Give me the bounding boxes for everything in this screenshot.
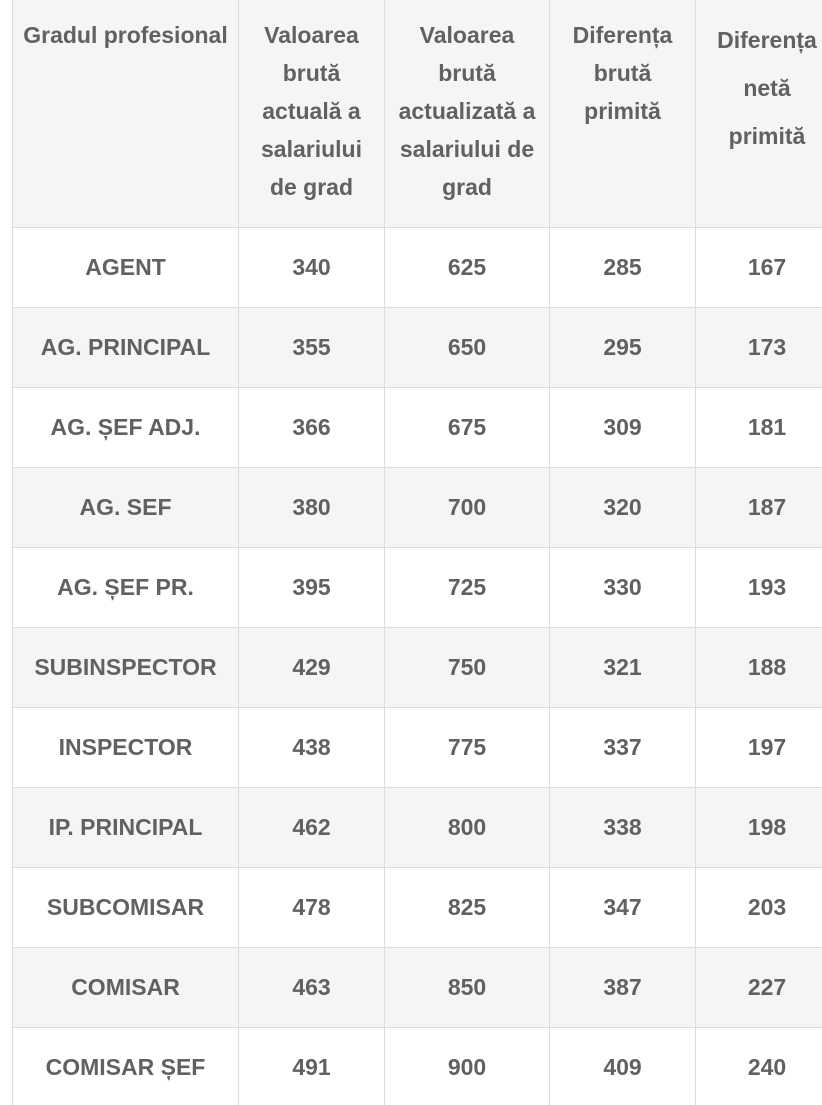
column-header-diferenta-neta: [696, 0, 822, 228]
cell-valoare-actuala: 355: [239, 308, 385, 388]
cell-diferenta-bruta: 321: [550, 628, 696, 708]
cell-diferenta-neta: 198: [696, 788, 822, 868]
cell-valoare-actualizata: 675: [385, 388, 550, 468]
column-header-grad: [13, 0, 239, 228]
column-header-diferenta-bruta: [550, 0, 696, 228]
column-header-label: Valoarea brută actuală a salariului de grad: [261, 22, 362, 200]
column-header-label: Diferența brută primită: [572, 22, 673, 124]
cell-diferenta-bruta: 338: [550, 788, 696, 868]
cell-valoare-actualizata: 625: [385, 228, 550, 308]
cell-valoare-actuala: 366: [239, 388, 385, 468]
cell-valoare-actualizata: 800: [385, 788, 550, 868]
cell-grad: COMISAR ȘEF: [13, 1028, 239, 1105]
cell-valoare-actualizata: 650: [385, 308, 550, 388]
cell-grad: AG. PRINCIPAL: [13, 308, 239, 388]
cell-valoare-actuala: 463: [239, 948, 385, 1028]
table-row: [13, 1028, 822, 1105]
cell-valoare-actualizata: 725: [385, 548, 550, 628]
cell-diferenta-bruta: 309: [550, 388, 696, 468]
column-header-label: Valoarea brută actualizată a salariului de grad: [398, 22, 536, 200]
cell-diferenta-neta: 167: [696, 228, 822, 308]
table-header-row: [13, 0, 822, 228]
cell-valoare-actuala: 491: [239, 1028, 385, 1105]
table-row: [13, 308, 822, 388]
cell-diferenta-bruta: 295: [550, 308, 696, 388]
table-row: [13, 708, 822, 788]
cell-valoare-actuala: 429: [239, 628, 385, 708]
cell-diferenta-neta: 188: [696, 628, 822, 708]
cell-valoare-actuala: 380: [239, 468, 385, 548]
cell-diferenta-bruta: 409: [550, 1028, 696, 1105]
cell-valoare-actualizata: 825: [385, 868, 550, 948]
table-row: [13, 788, 822, 868]
table-row: [13, 548, 822, 628]
cell-diferenta-neta: 197: [696, 708, 822, 788]
cell-diferenta-bruta: 320: [550, 468, 696, 548]
cell-valoare-actualizata: 775: [385, 708, 550, 788]
cell-diferenta-neta: 240: [696, 1028, 822, 1105]
table-row: [13, 228, 822, 308]
cell-diferenta-bruta: 285: [550, 228, 696, 308]
column-header-label: Gradul profesional: [23, 22, 228, 48]
cell-valoare-actualizata: 750: [385, 628, 550, 708]
cell-diferenta-bruta: 330: [550, 548, 696, 628]
cell-valoare-actualizata: 900: [385, 1028, 550, 1105]
cell-valoare-actualizata: 700: [385, 468, 550, 548]
cell-diferenta-neta: 173: [696, 308, 822, 388]
column-header-valoare-actuala: [239, 0, 385, 228]
cell-diferenta-bruta: 337: [550, 708, 696, 788]
cell-grad: COMISAR: [13, 948, 239, 1028]
cell-grad: AG. SEF: [13, 468, 239, 548]
cell-grad: SUBINSPECTOR: [13, 628, 239, 708]
cell-diferenta-neta: 193: [696, 548, 822, 628]
table-row: [13, 468, 822, 548]
cell-diferenta-bruta: 347: [550, 868, 696, 948]
cell-valoare-actuala: 478: [239, 868, 385, 948]
table-row: [13, 388, 822, 468]
cell-grad: INSPECTOR: [13, 708, 239, 788]
cell-valoare-actuala: 438: [239, 708, 385, 788]
cell-diferenta-neta: 187: [696, 468, 822, 548]
cell-valoare-actuala: 340: [239, 228, 385, 308]
cell-diferenta-neta: 203: [696, 868, 822, 948]
column-header-label: Diferența netă primită: [717, 27, 817, 149]
cell-grad: AGENT: [13, 228, 239, 308]
cell-diferenta-neta: 181: [696, 388, 822, 468]
cell-grad: IP. PRINCIPAL: [13, 788, 239, 868]
cell-diferenta-bruta: 387: [550, 948, 696, 1028]
cell-valoare-actuala: 462: [239, 788, 385, 868]
cell-valoare-actualizata: 850: [385, 948, 550, 1028]
cell-grad: SUBCOMISAR: [13, 868, 239, 948]
table-row: [13, 628, 822, 708]
cell-grad: AG. ȘEF ADJ.: [13, 388, 239, 468]
salary-table: [12, 0, 822, 1105]
cell-valoare-actuala: 395: [239, 548, 385, 628]
table-row: [13, 948, 822, 1028]
table-row: [13, 868, 822, 948]
cell-grad: AG. ȘEF PR.: [13, 548, 239, 628]
column-header-valoare-actualizata: [385, 0, 550, 228]
cell-diferenta-neta: 227: [696, 948, 822, 1028]
